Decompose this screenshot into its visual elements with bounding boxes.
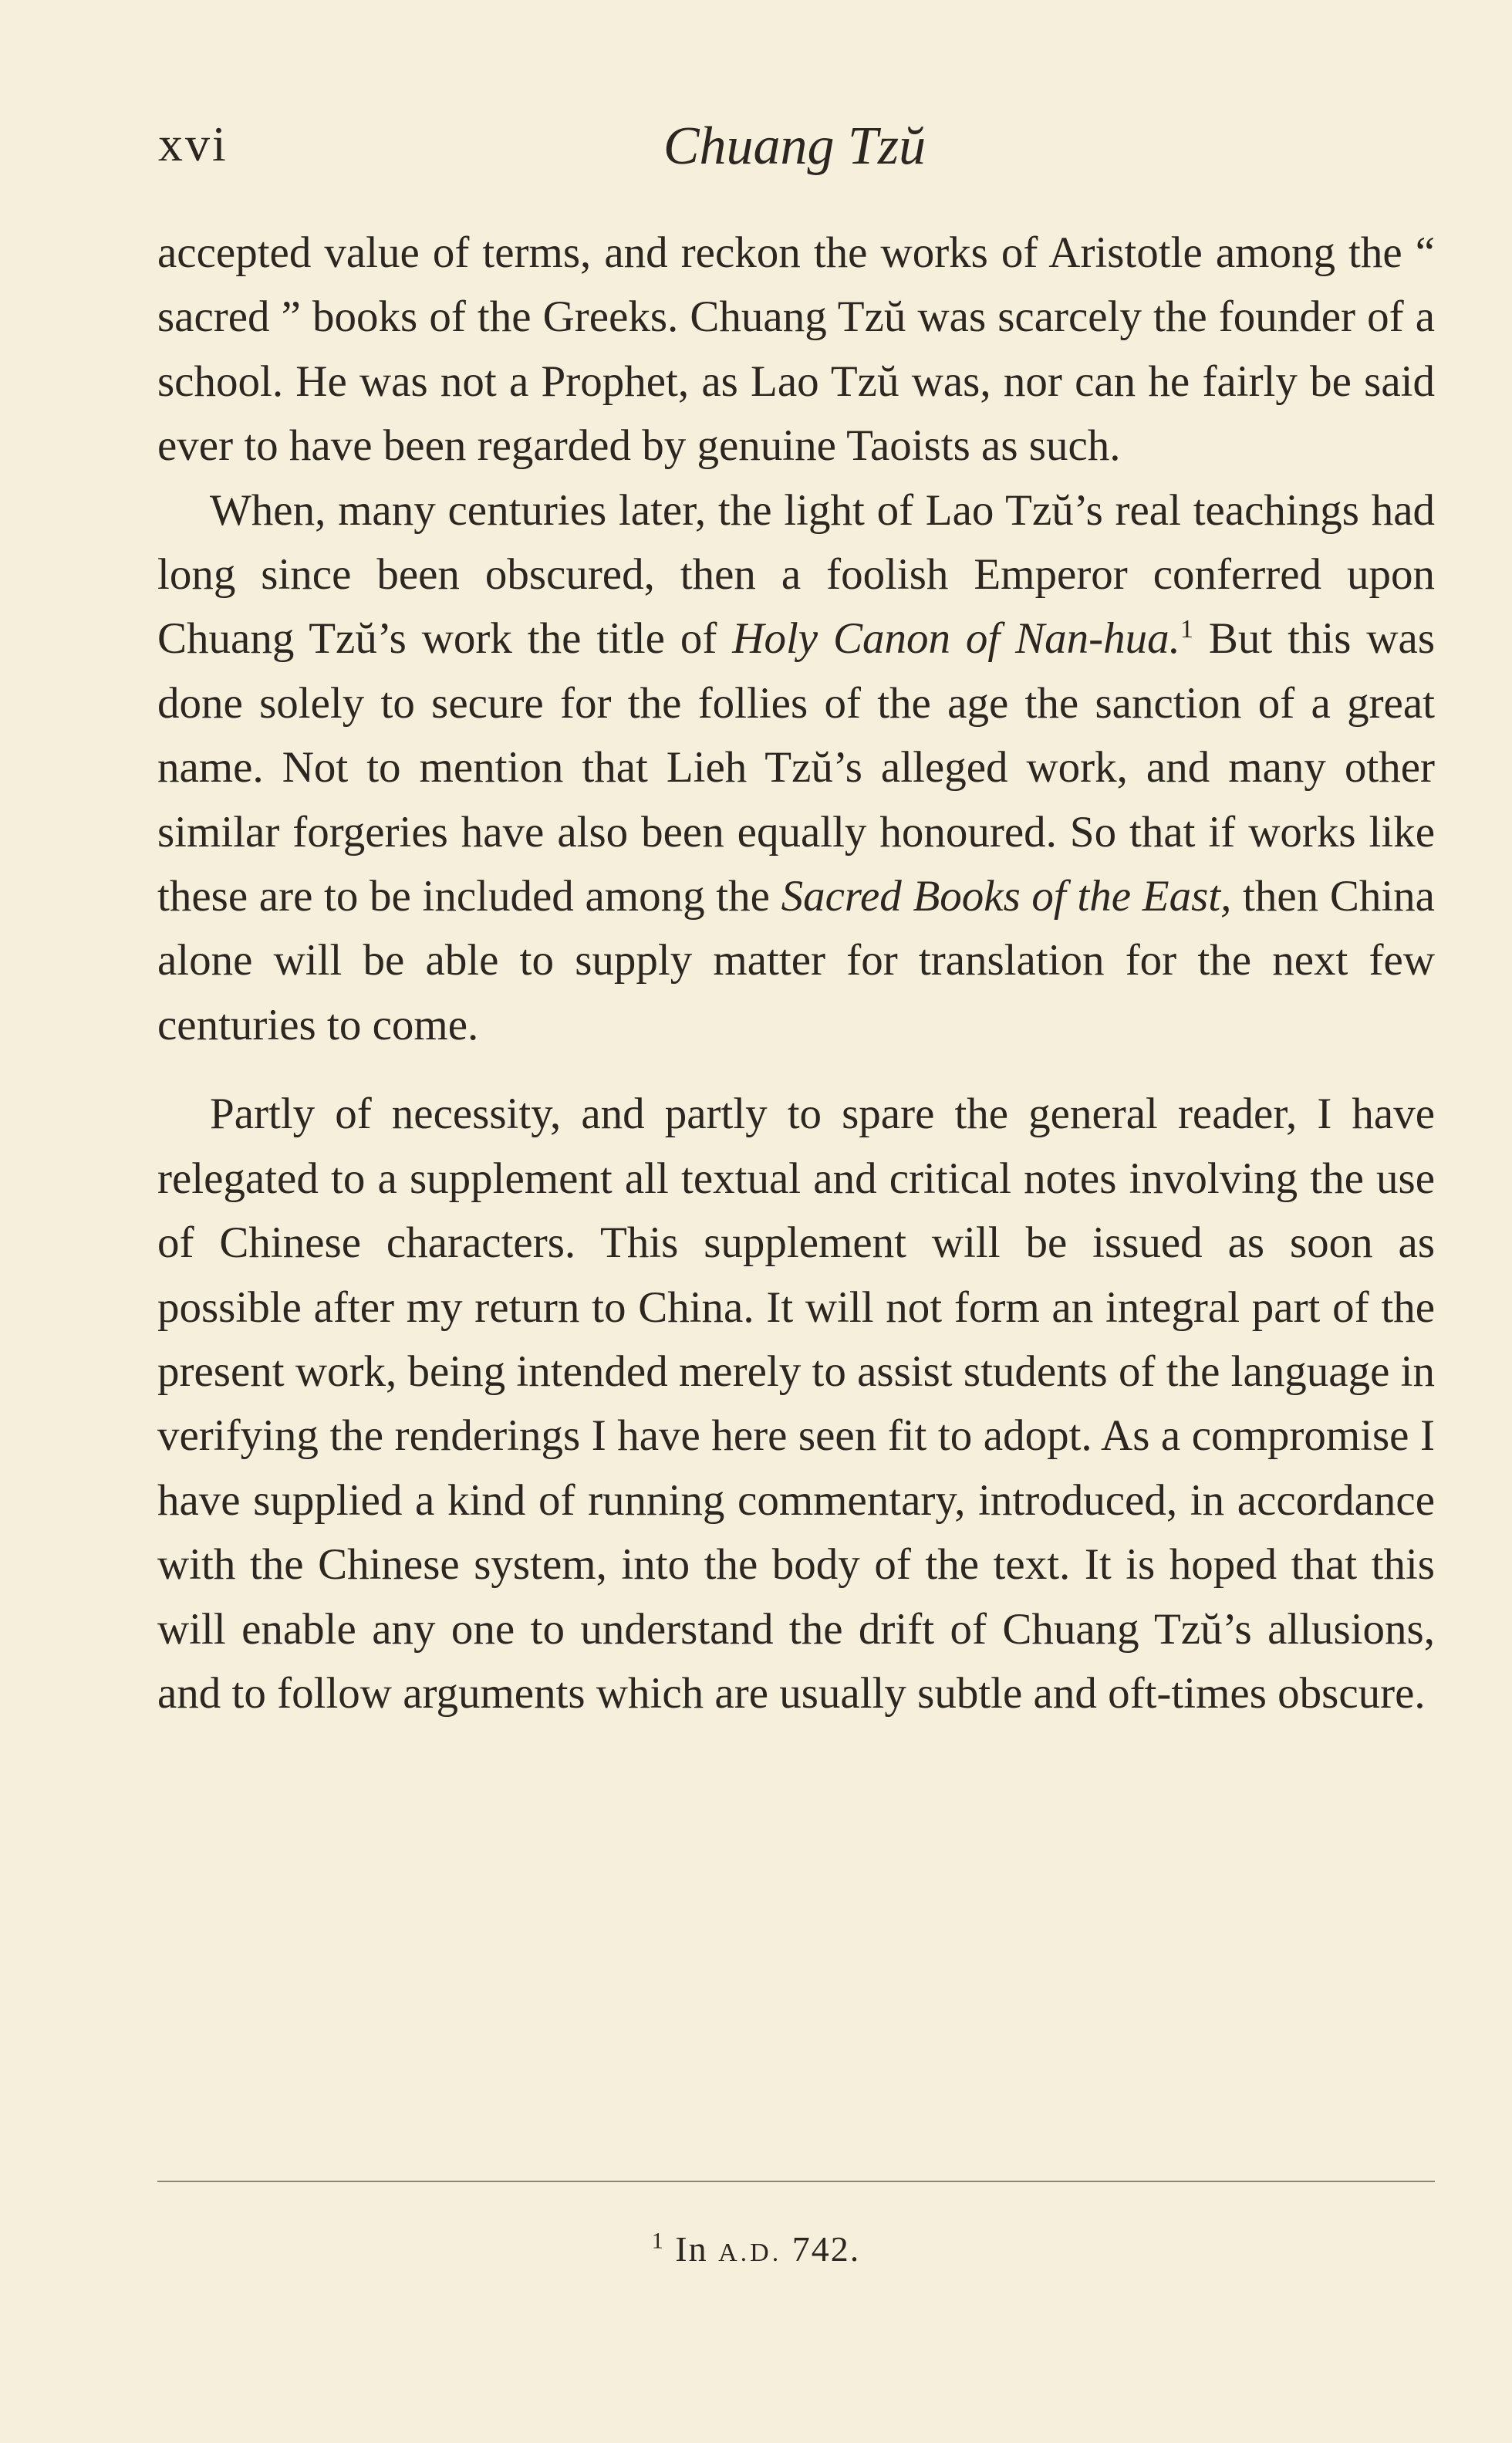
footnote bbox=[0, 2228, 1512, 2269]
italic-title-sacred-books: Sacred Books of the East, bbox=[781, 872, 1232, 921]
paragraph-2-text-a: When, many centuries later, the light of Lao Tzŭ’s real teachings had long since been obscured, then a foolish Emperor conferred upon Chuang Tzŭ’s work the title of bbox=[157, 485, 1435, 664]
running-title: Chuang Tzŭ bbox=[663, 117, 926, 176]
paragraph-2 bbox=[157, 478, 1435, 1058]
page-header bbox=[158, 116, 1431, 185]
footnote-prefix: In bbox=[675, 2229, 719, 2269]
footnote-divider bbox=[157, 2181, 1435, 2182]
footnote-marker: 1 bbox=[651, 2228, 665, 2254]
body-text bbox=[157, 221, 1435, 1725]
page-number: xvi bbox=[158, 117, 228, 171]
footnote-reference: 1 bbox=[1180, 615, 1193, 644]
paragraph-2-text-b: But this was done solely to secure for the follies of the age the sanction of a great name. Not to mention that Lieh Tzŭ’s alleged work, and many other similar forgeries have also been equally honoured. So that if works like these are to be included among the bbox=[157, 614, 1435, 921]
paragraph-2-text-c: then China alone will be able to supply matter for translation for the next few centuries to come. bbox=[157, 872, 1435, 1049]
paragraph-1: accepted value of terms, and reckon the works of Aristotle among the “ sacred ” books of the Greeks. Chuang Tzŭ was scarcely the founder of a school. He was not a Prophet, as Lao Tzŭ was, nor can he fairly be said ever to have been regarded by genuine Taoists as such. bbox=[157, 228, 1435, 471]
footnote-year: 742. bbox=[781, 2229, 861, 2269]
footnote-era: A.D. bbox=[718, 2239, 782, 2267]
paragraph-3: Partly of necessity, and partly to spare the general reader, I have relegated to a supplement all textual and critical notes involving the use of Chinese characters. This supplement will be issued as soon as possible after my return to China. It will not form an integral part of the present work, being intended merely to assist students of the language in verifying the renderings I have here seen fit to adopt. As a compromise I have supplied a kind of running commentary, introduced, in accordance with the Chinese system, into the body of the text. It is hoped that this will enable any one to understand the drift of Chuang Tzŭ’s allusions, and to follow arguments which are usually subtle and oft-times obscure. bbox=[157, 1090, 1435, 1718]
italic-title-holy-canon: Holy Canon of Nan-hua. bbox=[732, 614, 1180, 664]
